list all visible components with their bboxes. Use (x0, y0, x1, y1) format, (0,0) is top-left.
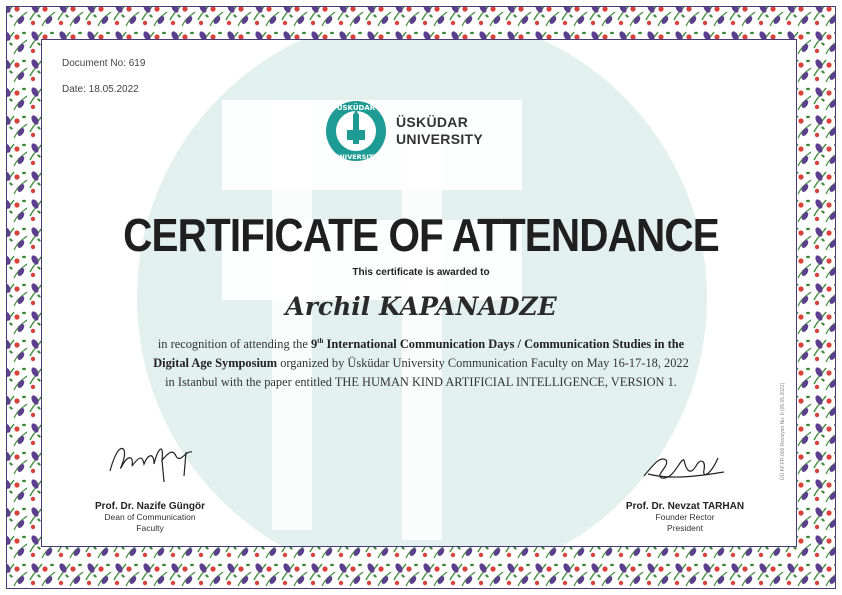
certificate-subtitle: This certificate is awarded to (352, 267, 490, 278)
body-part1: in recognition of attending the (157, 337, 311, 352)
left-signature (102, 436, 212, 486)
recipient-name: Archil KAPANADZE (285, 292, 557, 321)
document-number: Document No: 619 (62, 58, 146, 69)
right-signature (640, 446, 730, 486)
certificate-body-text (150, 332, 692, 392)
university-name-line2: UNIVERSITY (396, 131, 484, 147)
seal-bottom-text: UNIVERSITY (334, 153, 378, 161)
university-logo (322, 100, 483, 162)
left-signatory-role1: Dean of Communication (104, 512, 196, 522)
university-name-line1: ÜSKÜDAR (396, 114, 469, 130)
body-ordinal: 9 (310, 337, 318, 352)
body-bold: International Communication Days / Communication Studies in the Digital Age Symposium (153, 337, 685, 371)
form-code: ÜÜ.KF.FR.006 Revizyon No: 0 (05.05.2022) (780, 382, 786, 480)
document-date: Date: 18.05.2022 (62, 84, 139, 95)
body-ordinal-sup: th (317, 337, 324, 345)
certificate-title: CERTIFICATE OF ATTENDANCE (123, 209, 719, 261)
left-signatory-role2: Faculty (136, 523, 164, 533)
university-seal-icon (322, 100, 390, 162)
right-signatory-name: Prof. Dr. Nevzat TARHAN (625, 501, 745, 512)
right-signatory-role2: President (667, 523, 703, 533)
seal-top-text: ÜSKÜDAR (336, 104, 376, 112)
body-part2: organized by Üsküdar University Communication Faculty on May 16-17-18, 2022 in Istanbul with the paper entitled THE HUMAN KIND ARTIFICIAL INTELLIGENCE, VERSION 1. (165, 356, 689, 390)
left-signatory (70, 501, 230, 534)
left-signatory-name: Prof. Dr. Nazife Güngör (94, 501, 205, 512)
right-signatory (610, 501, 760, 534)
university-name (396, 114, 483, 148)
right-signatory-role1: Founder Rector (655, 512, 715, 522)
